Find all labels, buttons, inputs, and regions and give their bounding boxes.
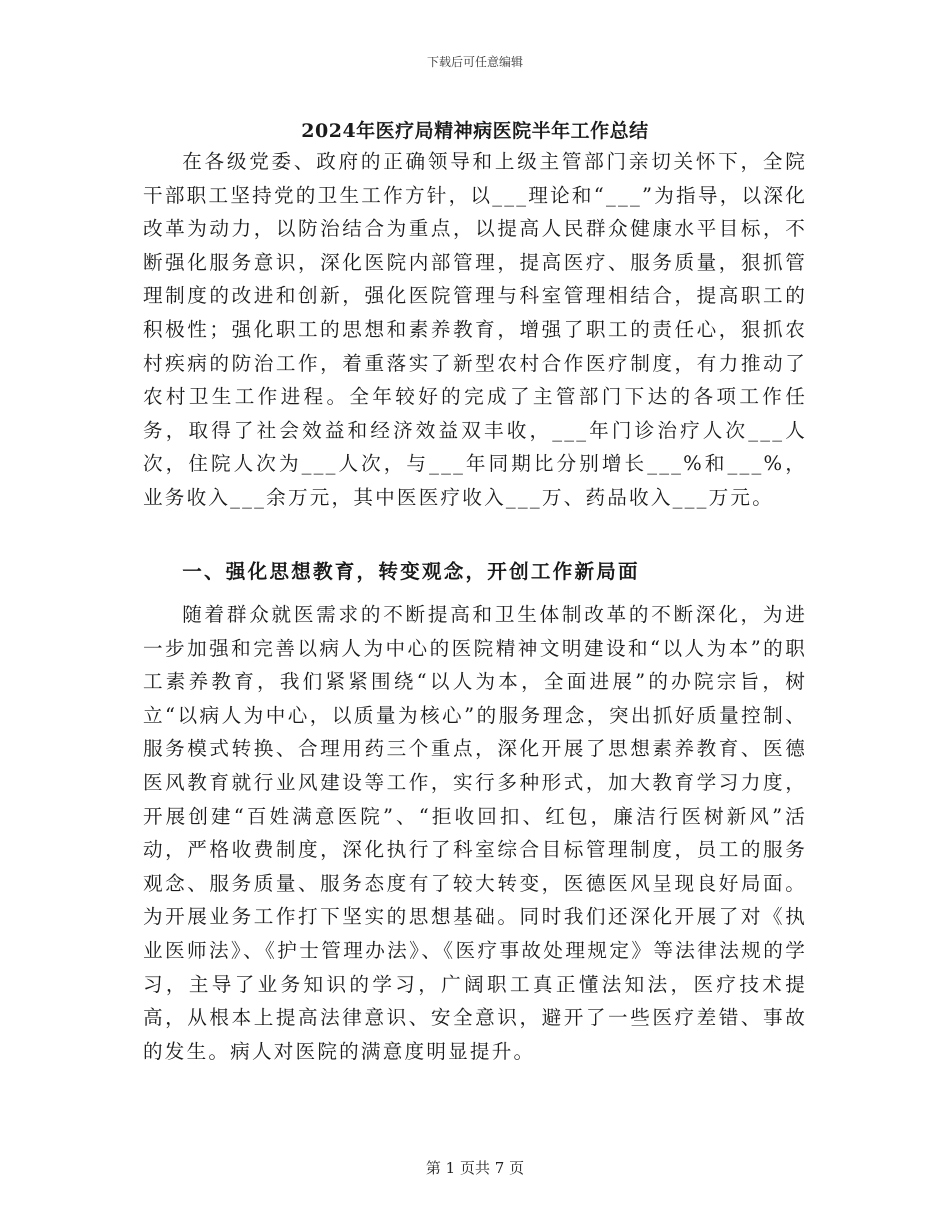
- paragraph-intro: 在各级党委、政府的正确领导和上级主管部门亲切关怀下，全院干部职工坚持党的卫生工作方针，以___理论和“___”为指导，以深化改革为动力，以防治结合为重点，以提高人民群众健康水平目标，不断强化服务意识，深化医院内部管理，提高医疗、服务质量，狠抓管理制度的改进和创新，强化医院管理与科室管理相结合，提高职工的积极性；强化职工的思想和素养教育，增强了职工的责任心，狠抓农村疾病的防治工作，着重落实了新型农村合作医疗制度，有力推动了农村卫生工作进程。全年较好的完成了主管部门下达的各项工作任务，取得了社会效益和经济效益双丰收，___年门诊治疗人次___人次，住院人次为___人次，与___年同期比分别增长___%和___%，业务收入___余万元，其中医医疗收入___万、药品收入___万元。: [143, 150, 807, 509]
- header-note: 下载后可任意编辑: [426, 55, 523, 69]
- section-heading-1: 一、强化思想教育，转变观念，开创工作新局面: [182, 560, 640, 583]
- document-title: 2024年医疗局精神病医院半年工作总结: [301, 120, 649, 142]
- paragraph-section-1: 随着群众就医需求的不断提高和卫生体制改革的不断深化，为进一步加强和完善以病人为中心的医院精神文明建设和“以人为本”的职工素养教育，我们紧紧围绕“以人为本，全面进展”的办院宗旨，树立“以病人为中心，以质量为核心”的服务理念，突出抓好质量控制、服务模式转换、合理用药三个重点，深化开展了思想素养教育、医德医风教育就行业风建设等工作，实行多种形式，加大教育学习力度，开展创建“百姓满意医院”、“拒收回扣、红包，廉洁行医树新风”活动，严格收费制度，深化执行了科室综合目标管理制度，员工的服务观念、服务质量、服务态度有了较大转变，医德医风呈现良好局面。为开展业务工作打下坚实的思想基础。同时我们还深化开展了对《执业医师法》、《护士管理办法》、《医疗事故处理规定》等法律法规的学习，主导了业务知识的学习，广阔职工真正懂法知法，医疗技术提高，从根本上提高法律意识、安全意识，避开了一些医疗差错、事故的发生。病人对医院的满意度明显提升。: [143, 603, 807, 1063]
- page-number: 第 1 页共 7 页: [425, 1159, 525, 1177]
